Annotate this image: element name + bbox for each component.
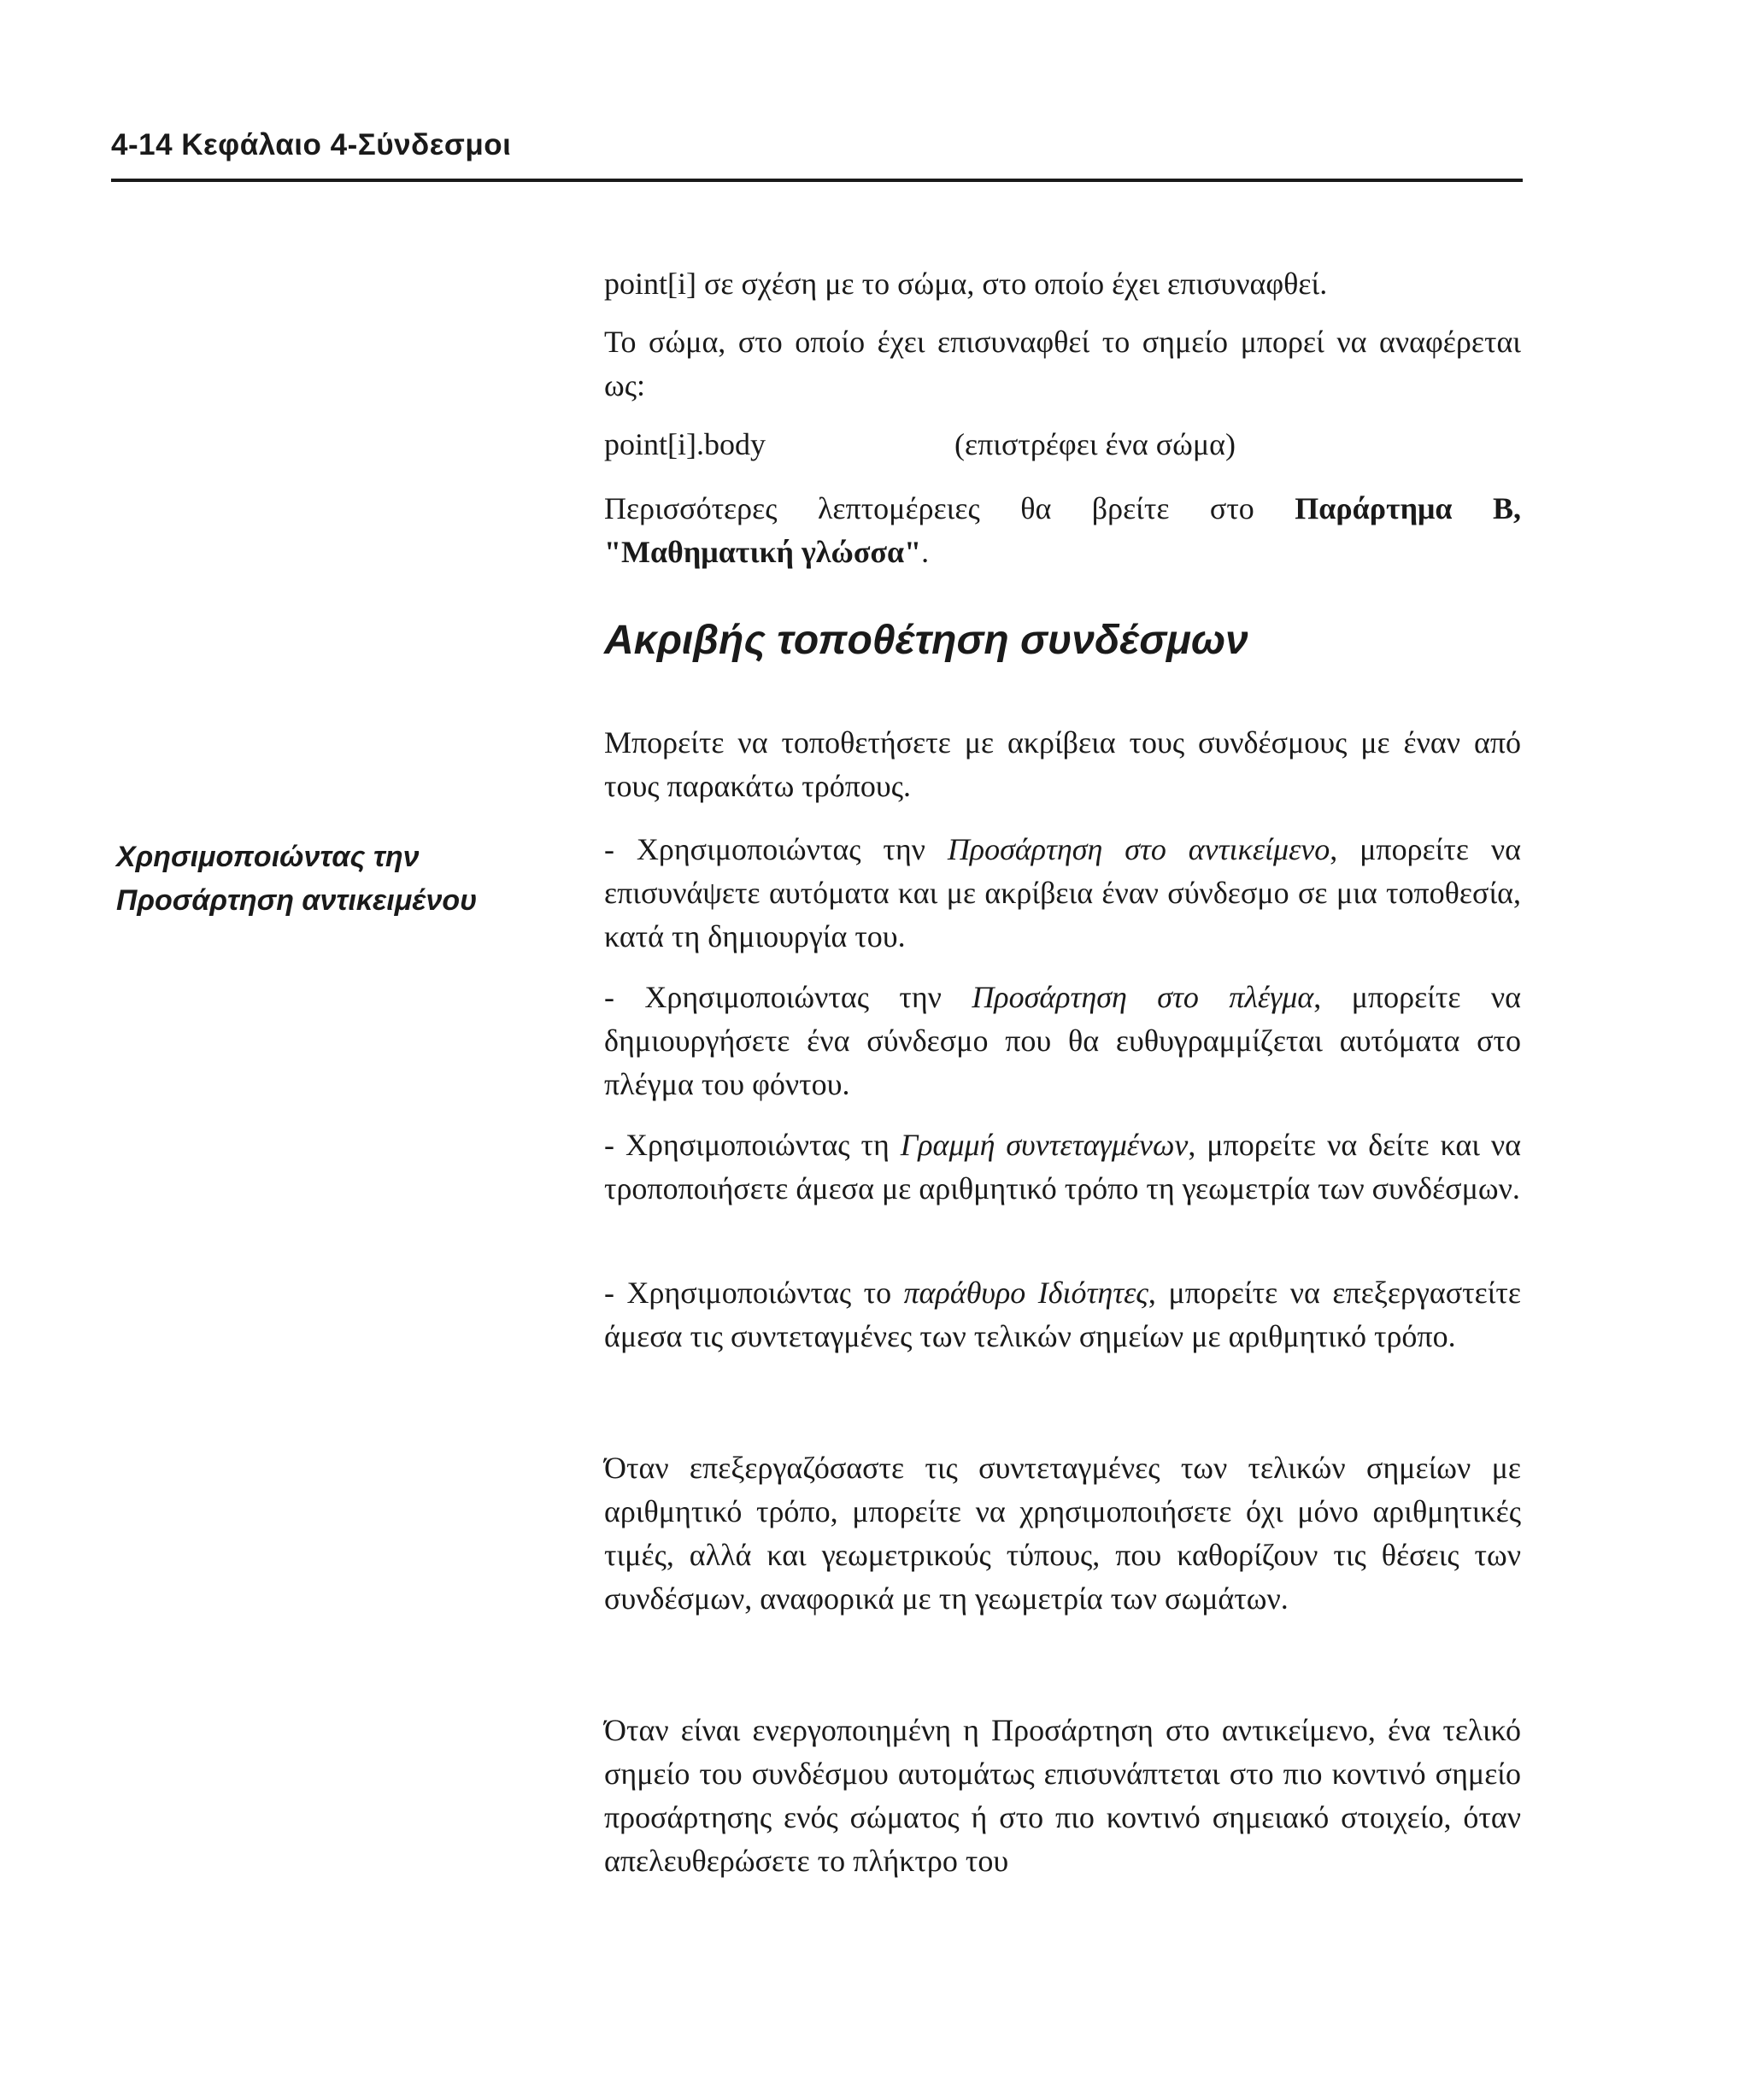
code-expression: point[i].body [604,427,766,461]
bullet-coordinate-bar [604,1123,1521,1211]
paragraph-snap-text: Όταν είναι ενεργοποιημένη η Προσάρτηση στο αντικείμενο, ένα τελικό σημείο του συνδέσμου αυτομάτως επισυνάπτεται στο πιο κοντινό σημείο προσάρτησης ενός σώματος ή στο πιο κοντινό σημειακό στοιχείο, όταν απελευθερώσετε το πλήκτρο του [604,1713,1521,1878]
section-intro-text: Μπορείτε να τοποθετήσετε με ακρίβεια τους συνδέσμους με έναν από τους παρακάτω τρόπους. [604,725,1521,803]
appendix-link: Παράρτημα B, "Μαθηματική γλώσσα" [604,491,1521,569]
bullet-properties-window [604,1271,1521,1358]
bullet-text [604,828,1521,959]
paragraph-numeric-text: Όταν επεξεργαζόσαστε τις συντεταγμένες των τελικών σημείων με αριθμητικό τρόπο, μπορείτε να χρησιμοποιήσετε όχι μόνο αριθμητικές τιμές, αλλά και γεωμετρικούς τύπους, που καθορίζουν τις θέσεις των συνδέσμων, αναφορικά με τη γεωμετρία των σωμάτων. [604,1451,1521,1616]
bullet-prefix: - Χρησιμοποιώντας τη [604,1128,901,1162]
bullet-suffix: , μπορείτε να δημιουργήσετε ένα σύνδεσμο που θα ευθυγραμμίζεται αυτόματα στο πλέγμα του φόντου. [604,980,1521,1101]
appendix-reference-text [604,487,1521,574]
intro-paragraph [604,320,1521,408]
bullet-grid-snap [604,976,1521,1106]
bullet-suffix: , μπορείτε να επισυνάψετε αυτόματα και με ακρίβεια έναν σύνδεσμο σε μια τοποθεσία, κατά τη δημιουργία του. [604,832,1521,953]
paragraph-numeric-editing [604,1446,1521,1621]
section-heading: Ακριβής τοποθέτηση συνδέσμων [604,618,1248,663]
bullet-suffix: , μπορείτε να επεξεργαστείτε άμεσα τις συντεταγμένες των τελικών σημείων με αριθμητικό τρόπο. [604,1276,1521,1353]
bullet-prefix: - Χρησιμοποιώντας το [604,1276,904,1310]
appendix-reference [604,487,1521,574]
bullet-term: Προσάρτηση στο πλέγμα [972,980,1314,1014]
margin-note-line2: Προσάρτηση αντικειμένου [116,884,478,917]
appendix-suffix: . [921,535,930,569]
bullet-text [604,1271,1521,1358]
bullet-term: παράθυρο Ιδιότητες [903,1276,1148,1310]
bullet-text [604,1123,1521,1211]
intro-line: point[i] σε σχέση με το σώμα, στο οποίο έχει επισυναφθεί. [604,267,1328,301]
margin-note [116,836,543,923]
bullet-prefix: - Χρησιμοποιώντας την [604,980,972,1014]
intro-paragraph-text: Το σώμα, στο οποίο έχει επισυναφθεί το σημείο μπορεί να αναφέρεται ως: [604,325,1521,402]
running-header: 4-14 Κεφάλαιο 4-Σύνδεσμοι [111,128,512,161]
paragraph-object-snap [604,1709,1521,1883]
bullet-term: Γραμμή συντεταγμένων [900,1128,1189,1162]
bullet-prefix: - Χρησιμοποιώντας την [604,832,948,866]
bullet-text [604,976,1521,1106]
appendix-prefix: Περισσότερες λεπτομέρειες θα βρείτε στο [604,491,1295,525]
section-intro [604,721,1521,808]
header-rule [111,179,1523,182]
code-comment: (επιστρέφει ένα σώμα) [954,427,1236,461]
margin-note-line1: Χρησιμοποιώντας την [116,841,420,873]
bullet-object-snap [604,828,1521,959]
bullet-term: Προσάρτηση στο αντικείμενο [947,832,1330,866]
bullet-suffix: , μπορείτε να δείτε και να τροποποιήσετε άμεσα με αριθμητικό τρόπο τη γεωμετρία των συνδέσμων. [604,1128,1522,1205]
